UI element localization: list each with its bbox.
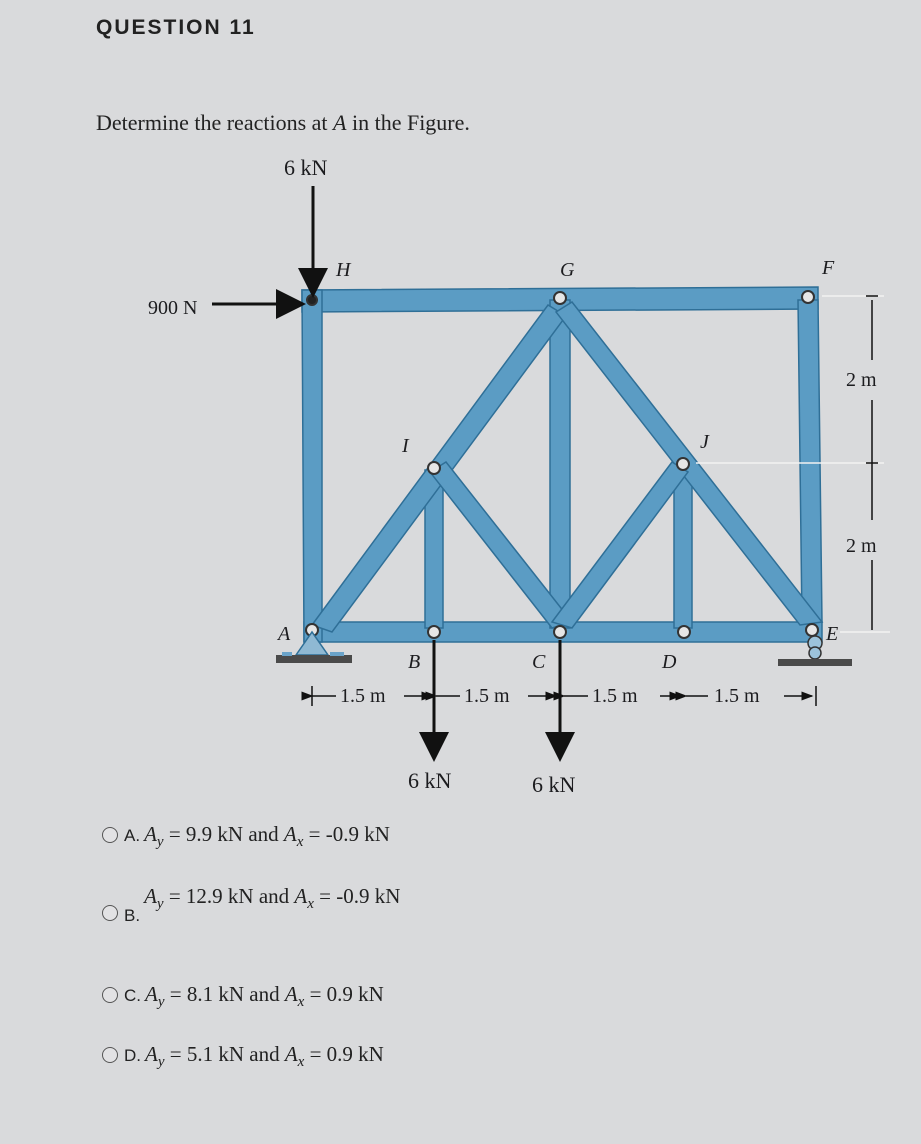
joint-label-h: H (336, 259, 351, 281)
dim-label-h4: 1.5 m (714, 685, 760, 707)
member-jd-vertical (674, 466, 692, 628)
joint-label-j: J (700, 431, 709, 453)
dim-label-h1: 1.5 m (340, 685, 386, 707)
pin-c (554, 626, 566, 638)
member-diag-c-j (552, 462, 688, 628)
option-b[interactable] (102, 884, 401, 925)
joint-label-e: E (826, 623, 839, 645)
prompt-before: Determine the reactions at (96, 110, 334, 135)
pin-h (307, 295, 317, 305)
pin-e (806, 624, 818, 636)
pin-f (802, 291, 814, 303)
option-text-c: $A_y = 8.1$ kN and $A_x = 0.9$ kN (145, 982, 384, 1011)
label-top-load: 6 kN (284, 155, 328, 180)
member-right-vertical (798, 300, 822, 622)
option-c[interactable] (102, 982, 384, 1011)
pin-g (554, 292, 566, 304)
joint-label-c: C (532, 651, 546, 673)
pin-d (678, 626, 690, 638)
label-side-load: 900 N (148, 297, 198, 319)
joint-label-b: B (408, 651, 421, 673)
radio-b[interactable] (102, 905, 118, 921)
option-a[interactable] (102, 822, 390, 851)
label-load-b: 6 kN (408, 768, 452, 793)
pin-i (428, 462, 440, 474)
joint-label-a: A (278, 623, 291, 645)
radio-c[interactable] (102, 987, 118, 1003)
prompt-var: A (333, 110, 347, 135)
load-arrows (212, 186, 560, 756)
dim-label-h2: 1.5 m (464, 685, 510, 707)
dim-label-v1: 2 m (846, 369, 877, 391)
joint-label-f: F (822, 257, 835, 279)
pin-b (428, 626, 440, 638)
label-load-c: 6 kN (532, 772, 576, 797)
option-text-d: $A_y = 5.1$ kN and $A_x = 0.9$ kN (145, 1042, 384, 1071)
option-letter-b: B. (124, 906, 141, 925)
dim-label-h3: 1.5 m (592, 685, 638, 707)
truss-members (302, 287, 822, 642)
option-text-b: $A_y = 12.9$ kN and $A_x = -0.9$ kN (144, 884, 401, 913)
question-heading: QUESTION 11 (96, 16, 256, 39)
dim-label-v2: 2 m (846, 535, 877, 557)
joint-label-i: I (402, 435, 409, 457)
option-letter-c: C. (124, 986, 141, 1005)
prompt-after: in the Figure. (346, 110, 470, 135)
member-center-vertical (550, 300, 570, 628)
pin-j (677, 458, 689, 470)
option-letter-d: D. (124, 1046, 141, 1065)
option-d[interactable] (102, 1042, 384, 1071)
vertical-dimension (866, 296, 878, 630)
joint-label-g: G (560, 259, 575, 281)
radio-a[interactable] (102, 827, 118, 843)
joint-label-d: D (662, 651, 677, 673)
option-text-a: $A_y = 9.9$ kN and $A_x = -0.9$ kN (144, 822, 390, 851)
radio-d[interactable] (102, 1047, 118, 1063)
option-letter-a: A. (124, 826, 141, 845)
member-left-vertical (302, 290, 322, 642)
